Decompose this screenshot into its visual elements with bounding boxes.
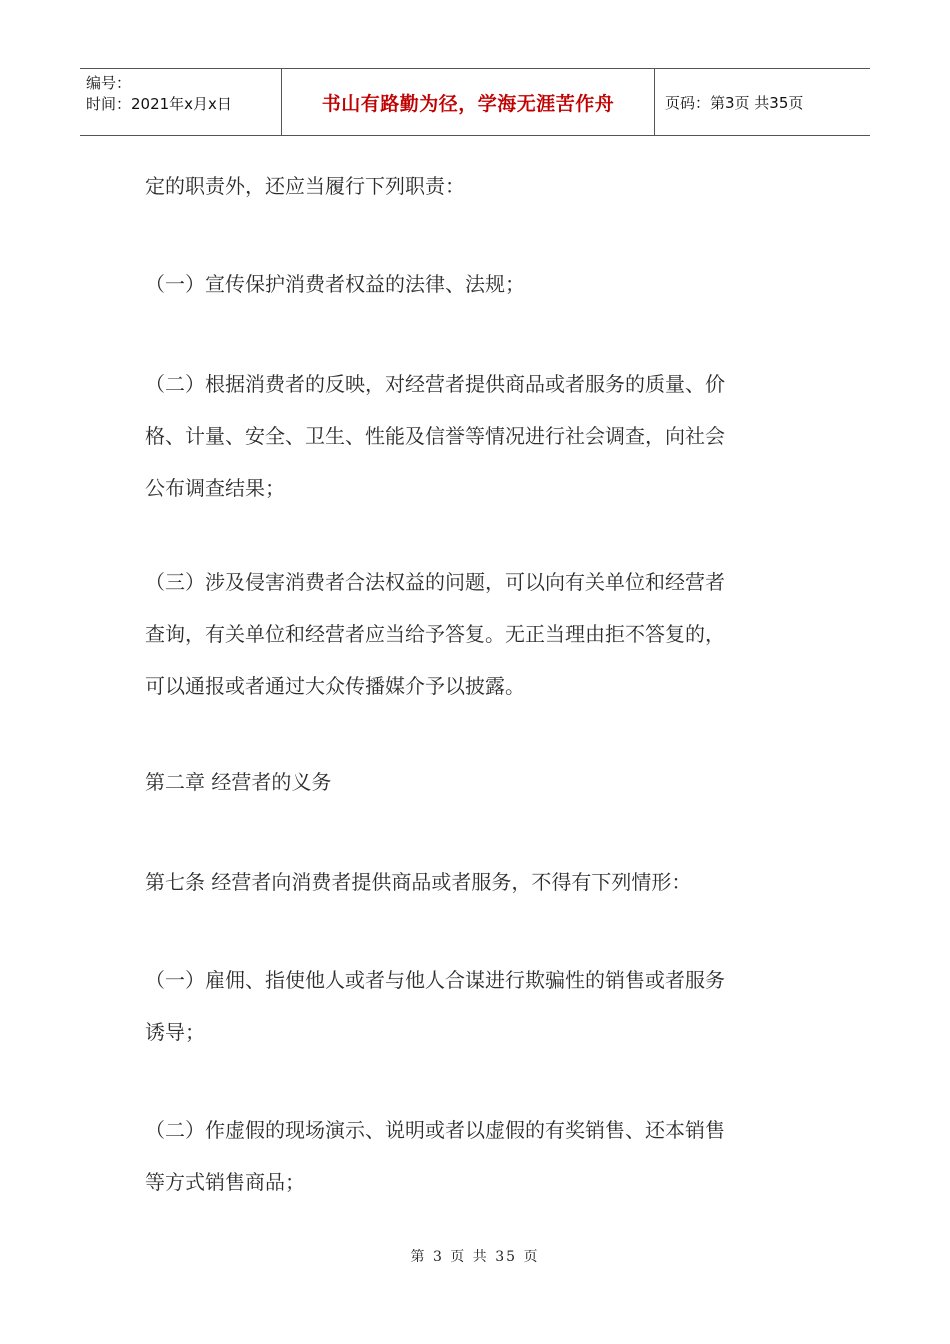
text-line: 格、计量、安全、卫生、性能及信誉等情况进行社会调查，向社会 xyxy=(145,424,725,448)
text-line: 第七条 经营者向消费者提供商品或者服务，不得有下列情形： xyxy=(145,870,692,894)
paragraph-duty-1 xyxy=(145,258,805,310)
text-line: 查询，有关单位和经营者应当给予答复。无正当理由拒不答复的， xyxy=(145,622,725,646)
text-line: （二）作虚假的现场演示、说明或者以虚假的有奖销售、还本销售 xyxy=(145,1118,725,1142)
paragraph-prohibition-1 xyxy=(145,954,805,1058)
chapter-heading xyxy=(145,756,805,808)
paragraph-duty-3 xyxy=(145,556,805,712)
text-line: （二）根据消费者的反映，对经营者提供商品或者服务的质量、价 xyxy=(145,372,725,396)
text-line: 定的职责外，还应当履行下列职责： xyxy=(145,174,465,198)
paragraph-prohibition-2 xyxy=(145,1104,805,1208)
text-line: （一）宣传保护消费者权益的法律、法规； xyxy=(145,272,525,296)
text-line: 公布调查结果； xyxy=(145,476,285,500)
document-code-label: 编号： xyxy=(86,74,132,92)
header-page-number: 页码：第3页 共35页 xyxy=(665,93,804,112)
document-date: 时间：2021年x月x日 xyxy=(86,95,232,113)
paragraph-duties-intro xyxy=(145,160,805,212)
text-line: 第二章 经营者的义务 xyxy=(145,770,332,794)
page-footer: 第 3 页 共 35 页 xyxy=(410,1249,540,1265)
page-header xyxy=(80,68,870,136)
header-motto: 书山有路勤为径，学海无涯苦作舟 xyxy=(281,69,655,135)
text-line: （三）涉及侵害消费者合法权益的问题，可以向有关单位和经营者 xyxy=(145,570,725,594)
text-line: （一）雇佣、指使他人或者与他人合谋进行欺骗性的销售或者服务 xyxy=(145,968,725,992)
article-seven xyxy=(145,856,805,908)
header-meta xyxy=(80,69,281,135)
text-line: 诱导； xyxy=(145,1020,205,1044)
paragraph-duty-2 xyxy=(145,358,805,514)
text-line: 可以通报或者通过大众传播媒介予以披露。 xyxy=(145,674,525,698)
text-line: 等方式销售商品； xyxy=(145,1170,305,1194)
